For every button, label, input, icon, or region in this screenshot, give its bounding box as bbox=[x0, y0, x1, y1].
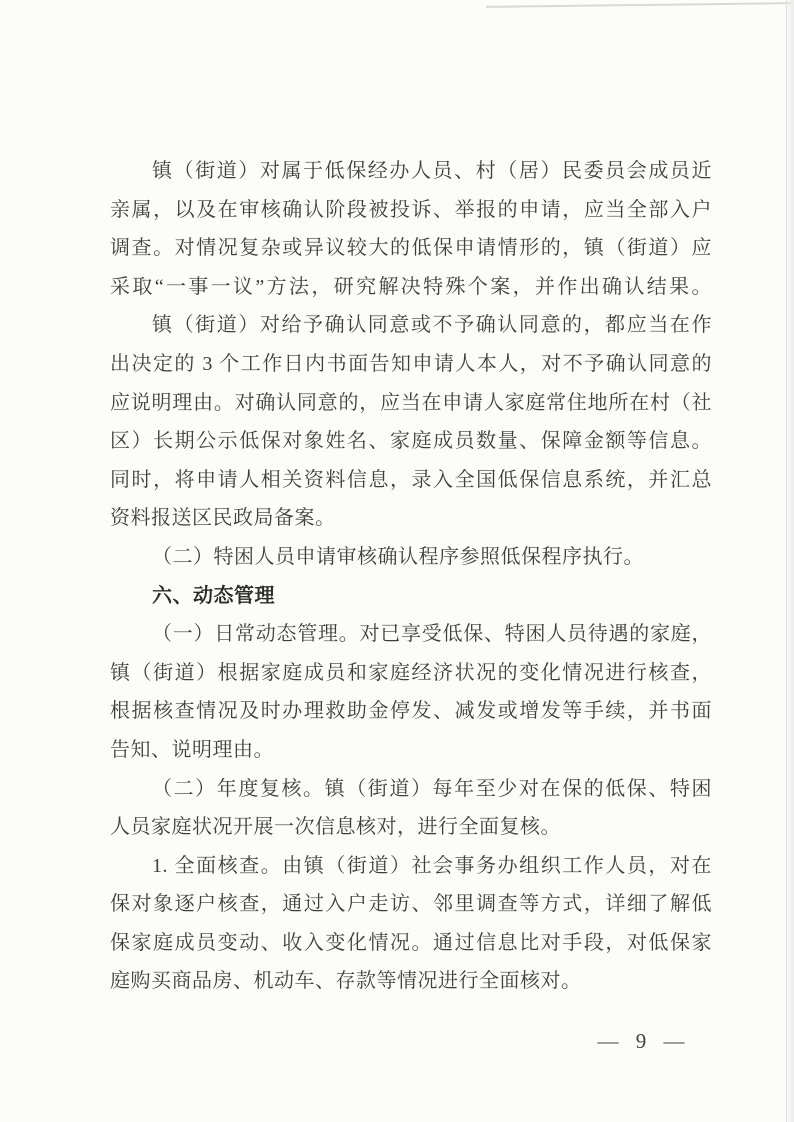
text-line: 亲属，以及在审核确认阶段被投诉、举报的申请，应当全部入户 bbox=[110, 198, 712, 221]
paragraph-confirmation-notice bbox=[110, 306, 712, 538]
text-line: 出决定的 3 个工作日内书面告知申请人本人，对不予确认同意的 bbox=[110, 352, 712, 375]
text-line: 镇（街道）对属于低保经办人员、村（居）民委员会成员近 bbox=[152, 160, 712, 182]
paragraph-full-verification bbox=[110, 847, 712, 1001]
text-line: 庭购买商品房、机动车、存款等情况进行全面核对。 bbox=[110, 970, 582, 993]
text-line: （二）年度复核。镇（街道）每年至少对在保的低保、特困 bbox=[152, 777, 712, 800]
scan-artifact-right-line bbox=[786, 0, 787, 1122]
paragraph-household-investigation bbox=[110, 152, 712, 306]
text-line: 1. 全面核查。由镇（街道）社会事务办组织工作人员，对在 bbox=[152, 854, 712, 877]
paragraph-annual-review bbox=[110, 770, 712, 847]
page-number: — 9 — bbox=[597, 1029, 687, 1053]
paragraph-special-hardship-procedure bbox=[110, 538, 712, 577]
text-line: 根据核查情况及时办理救助金停发、减发或增发等手续，并书面 bbox=[110, 700, 712, 723]
text-line: 区）长期公示低保对象姓名、家庭成员数量、保障金额等信息。 bbox=[110, 430, 712, 453]
text-line: 保对象逐户核查，通过入户走访、邻里调查等方式，详细了解低 bbox=[110, 893, 712, 916]
scan-artifact-top-line bbox=[486, 2, 794, 8]
text-line: 采取“一事一议”方法，研究解决特殊个案，并作出确认结果。 bbox=[110, 275, 712, 298]
text-line: 保家庭成员变动、收入变化情况。通过信息比对手段，对低保家 bbox=[110, 931, 712, 954]
paragraph-daily-dynamic-management bbox=[110, 615, 712, 769]
document-body bbox=[110, 152, 712, 1001]
text-line: （一）日常动态管理。对已享受低保、特困人员待遇的家庭， bbox=[152, 623, 712, 646]
text-line: 调查。对情况复杂或异议较大的低保申请情形的，镇（街道）应 bbox=[110, 237, 712, 260]
text-line: 人员家庭状况开展一次信息核对，进行全面复核。 bbox=[110, 816, 561, 839]
text-line: 镇（街道）对给予确认同意或不予确认同意的，都应当在作 bbox=[152, 314, 712, 337]
section-heading: 六、动态管理 bbox=[152, 584, 275, 607]
text-line: 同时，将申请人相关资料信息，录入全国低保信息系统，并汇总 bbox=[110, 468, 712, 491]
text-line: 镇（街道）根据家庭成员和家庭经济状况的变化情况进行核查， bbox=[110, 661, 712, 684]
text-line: 资料报送区民政局备案。 bbox=[110, 507, 336, 530]
text-line: （二）特困人员申请审核确认程序参照低保程序执行。 bbox=[152, 545, 644, 568]
text-line: 应说明理由。对确认同意的，应当在申请人家庭常住地所在村（社 bbox=[110, 391, 712, 414]
text-line: 告知、说明理由。 bbox=[110, 738, 274, 761]
